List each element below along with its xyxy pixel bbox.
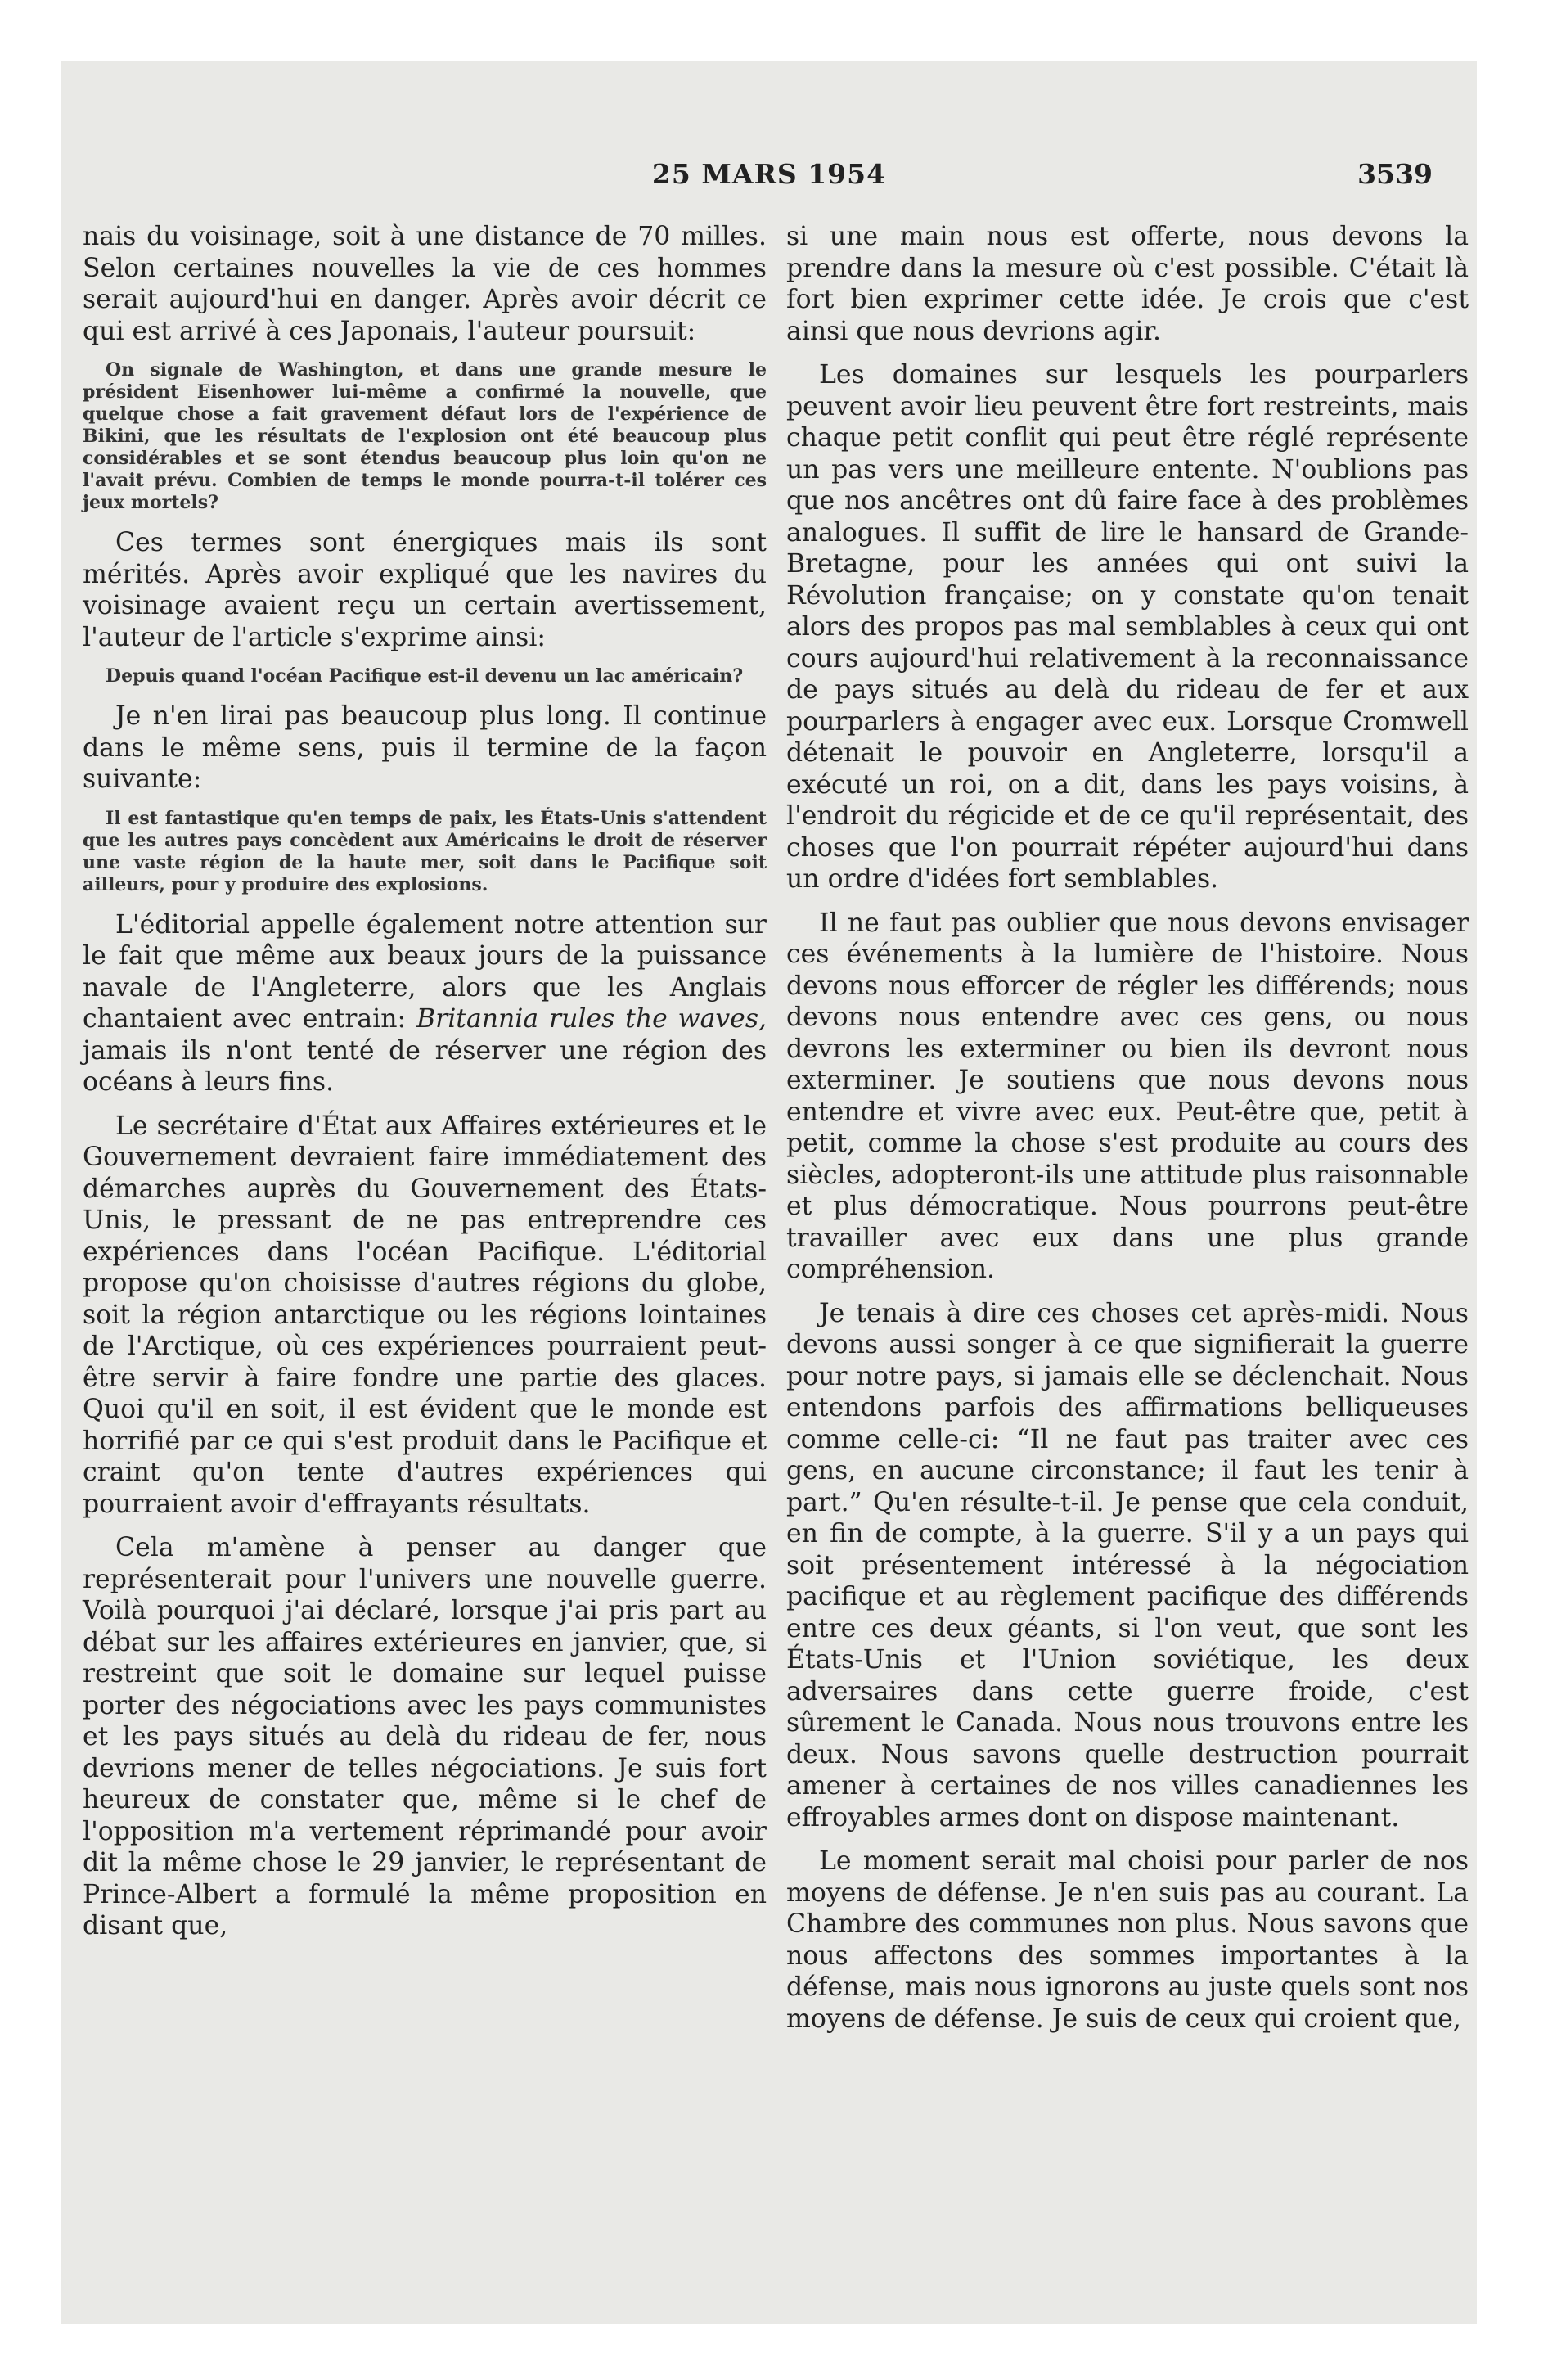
paragraph: Ces termes sont énergiques mais ils sont mérités. Après avoir expliqué que les navires du voisinage avaient reçu un certain avertissement, l'auteur de l'article s'exprime ainsi: — [83, 528, 767, 652]
page-number: 3539 — [1357, 158, 1433, 190]
paragraph-text: jamais ils n'ont tenté de réserver une région des océans à leurs fins. — [83, 1035, 767, 1097]
paragraph: Je tenais à dire ces choses cet après-midi. Nous devons aussi songer à ce que signifierait la guerre pour notre pays, si jamais elle se déclenchait. Nous entendons parfois des affirmations belliqueuses comme celle-ci: “Il ne faut pas traiter avec ces gens, en aucune circonstance; il faut les tenir à part.” Qu'en résulte-t-il. Je pense que cela conduit, en fin de compte, à la guerre. S'il y a un pays qui soit présentement intéressé à la négociation pacifique et au règlement pacifique des différends entre ces deux géants, si l'on veut, que sont les États-Unis et l'Union soviétique, les deux adversaires dans cette guerre froide, c'est sûrement le Canada. Nous nous trouvons entre les deux. Nous savons quelle destruction pourrait amener à certaines de nos villes canadiennes les effroyables armes dont on dispose maintenant. — [786, 1298, 1469, 1832]
document-page — [61, 61, 1477, 2324]
right-column — [786, 221, 1469, 2047]
block-quote: Il est fantastique qu'en temps de paix, les États-Unis s'attendent que les autres pays concèdent aux Américains le droit de réserver une vaste région de la haute mer, soit dans le Pacifique soit ailleurs, pour y produire des explosions. — [83, 807, 767, 895]
italic-phrase: Britannia rules the waves, — [416, 1004, 767, 1034]
paragraph: si une main nous est offerte, nous devons la prendre dans la mesure où c'est possible. C'était là fort bien exprimer cette idée. Je crois que c'est ainsi que nous devrions agir. — [786, 222, 1469, 346]
paragraph: Le moment serait mal choisi pour parler de nos moyens de défense. Je n'en suis pas au courant. La Chambre des communes non plus. Nous savons que nous affectons des sommes importantes à la défense, mais nous ignorons au juste quels sont nos moyens de défense. Je suis de ceux qui croient que, — [786, 1846, 1469, 2034]
header-date: 25 MARS 1954 — [651, 158, 887, 190]
block-quote: On signale de Washington, et dans une grande mesure le président Eisenhower lui-même a confirmé la nouvelle, que quelque chose a fait gravement défaut lors de l'expérience de Bikini, que les résultats de l'explosion ont été beaucoup plus considérables et se sont étendus beaucoup plus loin qu'on ne l'avait prévu. Combien de temps le monde pourra-t-il tolérer ces jeux mortels? — [83, 359, 767, 513]
left-column — [83, 221, 767, 1954]
paragraph: Cela m'amène à penser au danger que représenterait pour l'univers une nouvelle guerre. Voilà pourquoi j'ai déclaré, lorsque j'ai pris part au débat sur les affaires extérieures en janvier, que, si restreint que soit le domaine sur lequel puisse porter des négociations avec les pays communistes et les pays situés au delà du rideau de fer, nous devrions mener de telles négociations. Je suis fort heureux de constater que, même si le chef de l'opposition m'a vertement réprimandé pour avoir dit la même chose le 29 janvier, le représentant de Prince-Albert a formulé la même proposition en disant que, — [83, 1533, 767, 1941]
paragraph: Il ne faut pas oublier que nous devons envisager ces événements à la lumière de l'histoire. Nous devons nous efforcer de régler les différends; nous devons nous entendre avec ces gens, ou nous devrons les exterminer ou bien ils devront nous exterminer. Je soutiens que nous devons nous entendre et vivre avec eux. Peut-être que, petit à petit, comme la chose s'est produite au cours des siècles, adopteront-ils une attitude plus raisonnable et plus démocratique. Nous pourrons peut-être travailler avec eux dans une plus grande compréhension. — [786, 908, 1469, 1284]
paragraph — [83, 909, 767, 1098]
paragraph: Le secrétaire d'État aux Affaires extérieures et le Gouvernement devraient faire immédiatement des démarches auprès du Gouvernement des États-Unis, le pressant de ne pas entreprendre ces expériences dans l'océan Pacifique. L'éditorial propose qu'on choisisse d'autres régions du globe, soit la région antarctique ou les régions lointaines de l'Arctique, où ces expériences pourraient peut-être servir à faire fondre une partie des glaces. Quoi qu'il en soit, il est évident que le monde est horrifié par ce qui s'est produit dans le Pacifique et craint qu'on tente d'autres expériences qui pourraient avoir d'effrayants résultats. — [83, 1111, 767, 1519]
paragraph: Je n'en lirai pas beaucoup plus long. Il continue dans le même sens, puis il termine de la façon suivante: — [83, 701, 767, 794]
paragraph: Les domaines sur lesquels les pourparlers peuvent avoir lieu peuvent être fort restreints, mais chaque petit conflit qui peut être réglé représente un pas vers une meilleure entente. N'oublions pas que nos ancêtres ont dû faire face à des problèmes analogues. Il suffit de lire le hansard de Grande-Bretagne, pour les années qui ont suivi la Révolution française; on y constate qu'on tenait alors des propos pas mal semblables à ceux qui ont cours aujourd'hui relativement à la reconnaissance de pays situés au delà du rideau de fer et aux pourparlers à engager avec eux. Lorsque Cromwell détenait le pouvoir en Angleterre, lorsqu'il a exécuté un roi, on a dit, dans les pays voisins, à l'endroit du régicide et de ce qu'il représentait, des choses que l'on pourrait répéter aujourd'hui dans un ordre d'idées fort semblables. — [786, 360, 1469, 894]
paragraph: nais du voisinage, soit à une distance de 70 milles. Selon certaines nouvelles la vie de ces hommes serait aujourd'hui en danger. Après avoir décrit ce qui est arrivé à ces Japonais, l'auteur poursuit: — [83, 222, 767, 346]
paragraph-text: L'éditorial appelle également notre attention sur le fait que même aux beaux jours de la puissance navale de l'Angleterre, alors que les Anglais chantaient avec entrain: — [83, 909, 767, 1034]
page-header — [61, 158, 1477, 207]
block-quote: Depuis quand l'océan Pacifique est-il devenu un lac américain? — [106, 665, 744, 687]
